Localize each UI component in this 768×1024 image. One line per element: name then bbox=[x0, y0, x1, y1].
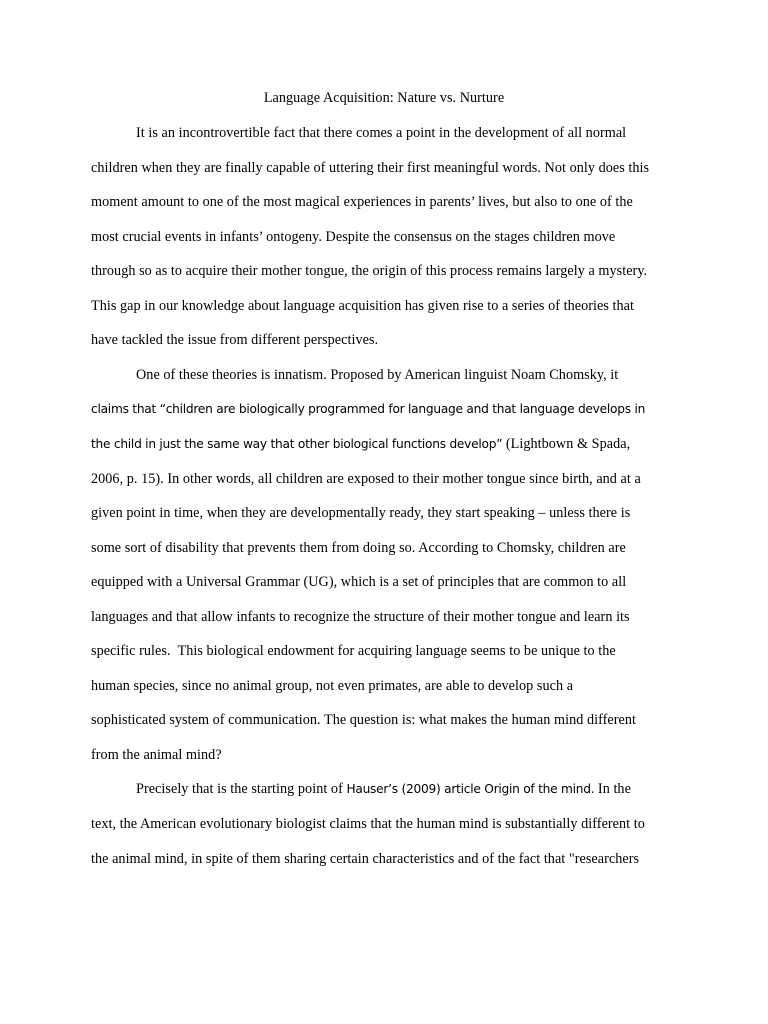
quoted-text: claims that “children are biologically programmed for language and that language develops in bbox=[91, 402, 646, 417]
text-line bbox=[91, 330, 378, 350]
text-segment: languages and that allow infants to recognize the structure of their mother tongue and learn its bbox=[91, 608, 630, 625]
text-segment: In the bbox=[594, 781, 631, 798]
text-segment: This gap in our knowledge about language acquisition has given rise to a series of theories that bbox=[91, 297, 634, 314]
text-line bbox=[91, 399, 645, 419]
text-segment: text, the American evolutionary biologist claims that the human mind is substantially different to bbox=[91, 816, 645, 832]
text-line bbox=[91, 469, 641, 489]
text-segment: Precisely that is the starting point of bbox=[136, 781, 347, 798]
text-line bbox=[91, 710, 636, 730]
text-segment: sophisticated system of communication. The question is: what makes the human mind different bbox=[91, 712, 637, 729]
text-line bbox=[91, 607, 630, 627]
text-line bbox=[91, 192, 633, 212]
text-segment: children when they are finally capable of uttering their first meaningful words. Not only does this bbox=[91, 159, 650, 176]
text-segment: some sort of disability that prevents them from doing so. According to Chomsky, children are bbox=[91, 539, 626, 556]
quoted-text: the child in just the same way that other biological functions develop” bbox=[91, 436, 503, 451]
text-segment: from the animal mind? bbox=[91, 746, 222, 763]
document-title: Language Acquisition: Nature vs. Nurture bbox=[263, 90, 505, 106]
text-line bbox=[91, 641, 616, 661]
text-line bbox=[91, 503, 630, 523]
text-line bbox=[91, 849, 639, 869]
text-line bbox=[91, 434, 630, 454]
text-line bbox=[91, 814, 645, 834]
text-segment: (Lightbown & Spada, bbox=[502, 435, 631, 452]
text-line bbox=[91, 261, 647, 281]
text-segment: equipped with a Universal Grammar (UG), which is a set of principles that are common to all bbox=[91, 574, 627, 591]
text-line bbox=[91, 745, 222, 765]
text-line bbox=[136, 365, 618, 385]
text-segment: It is an incontrovertible fact that there comes a point in the development of all normal bbox=[136, 125, 627, 141]
text-segment: most crucial events in infants’ ontogeny. Despite the consensus on the stages children move bbox=[91, 228, 616, 245]
quoted-text: Hauser’s (2009) article Origin of the mind. bbox=[346, 782, 595, 797]
text-segment: human species, since no animal group, not even primates, are able to develop such a bbox=[91, 677, 574, 694]
text-segment: moment amount to one of the most magical experiences in parents’ lives, but also to one of the bbox=[91, 194, 633, 211]
text-line bbox=[91, 572, 626, 592]
text-line bbox=[91, 676, 573, 696]
text-line bbox=[91, 158, 649, 178]
text-segment: given point in time, when they are developmentally ready, they start speaking – unless there is bbox=[91, 505, 631, 522]
text-line bbox=[136, 779, 631, 799]
text-line bbox=[91, 296, 634, 316]
text-line bbox=[136, 123, 626, 143]
text-segment: through so as to acquire their mother tongue, the origin of this process remains largely a mystery. bbox=[91, 263, 648, 280]
text-segment: the animal mind, in spite of them sharing certain characteristics and of the fact that "researchers bbox=[91, 850, 640, 867]
text-segment: 2006, p. 15). In other words, all children are exposed to their mother tongue since birth, and at a bbox=[91, 470, 641, 487]
text-line bbox=[91, 227, 615, 247]
text-segment: specific rules. This biological endowment for acquiring language seems to be unique to the bbox=[91, 643, 616, 660]
text-segment: have tackled the issue from different perspectives. bbox=[91, 332, 379, 349]
text-line bbox=[91, 538, 626, 558]
text-segment: One of these theories is innatism. Proposed by American linguist Noam Chomsky, it bbox=[136, 366, 619, 383]
